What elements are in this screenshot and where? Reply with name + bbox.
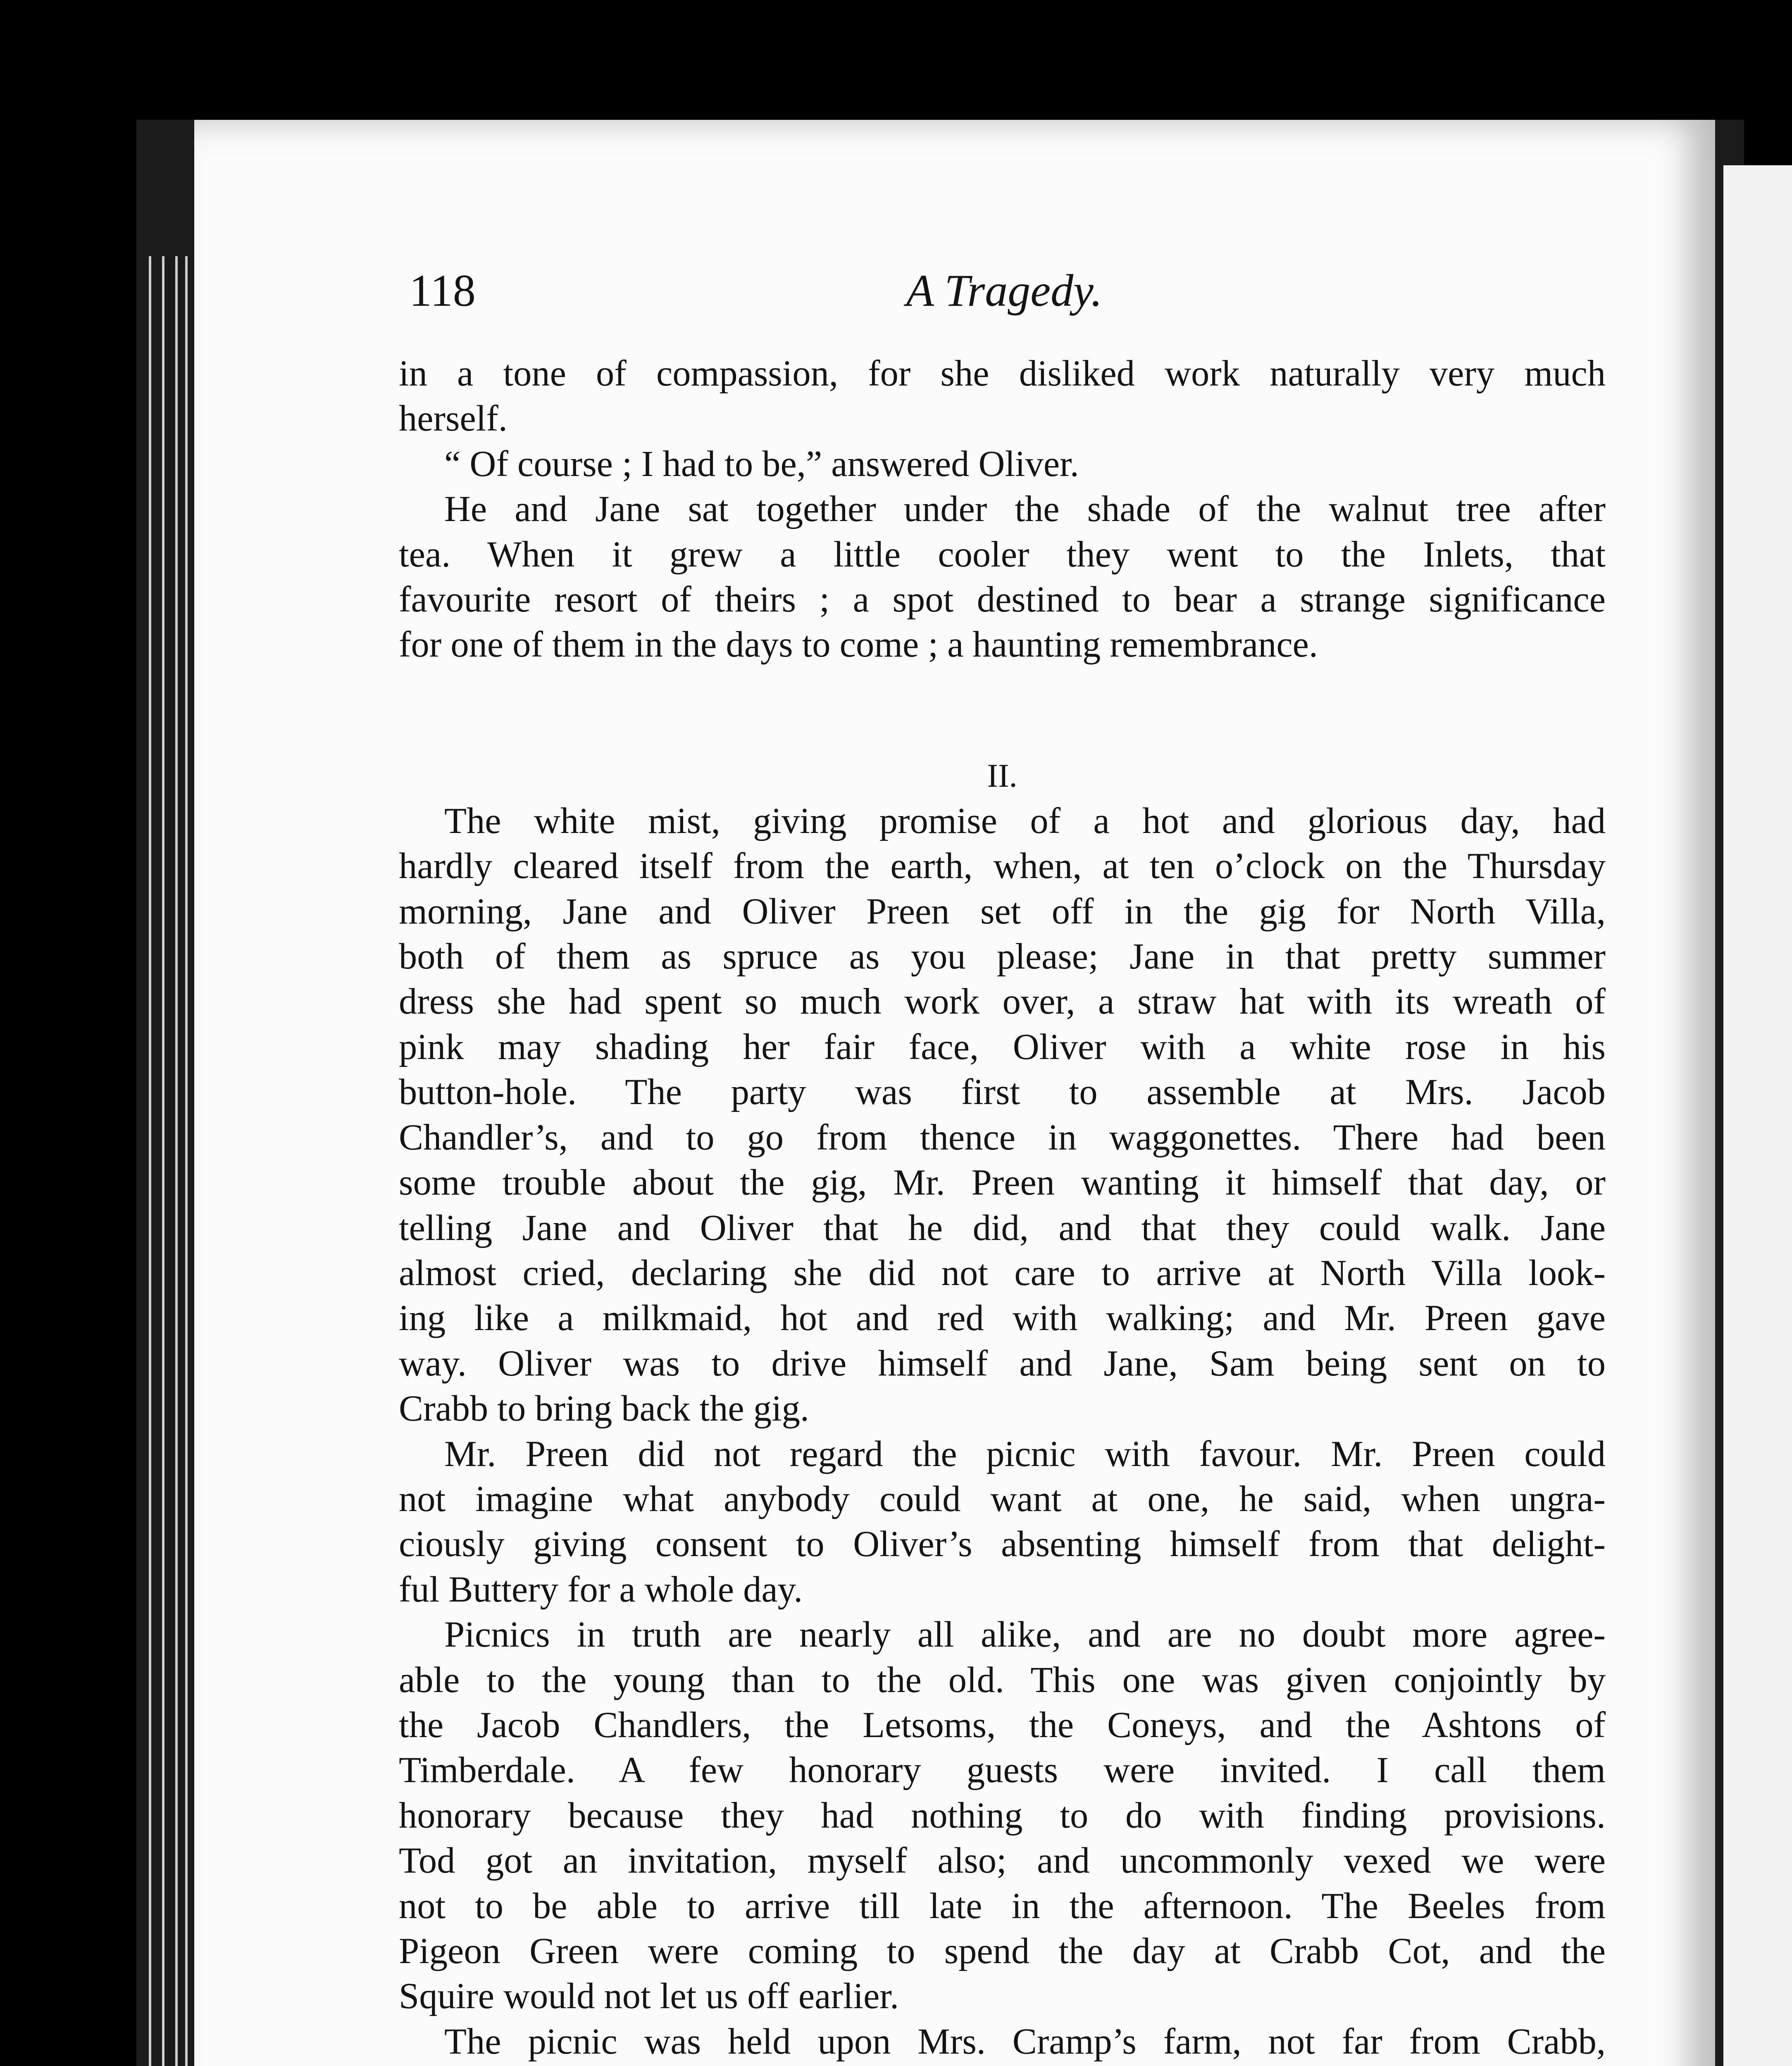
text-line: telling Jane and Oliver that he did, and that they could walk. Jane (399, 1207, 1606, 1248)
text-line: ing like a milkmaid, hot and red with walking; and Mr. Preen gave (399, 1298, 1606, 1339)
text-line: ciously giving consent to Oliver’s absenting himself from that delight- (399, 1524, 1606, 1565)
paragraph (399, 2019, 1606, 2066)
page-number: 118 (409, 265, 476, 316)
page-edge (162, 256, 164, 2066)
text-line: Pigeon Green were coming to spend the day at Crabb Cot, and the (399, 1931, 1606, 1971)
paragraph (399, 351, 1606, 442)
page-edge (175, 256, 178, 2066)
text-line: some trouble about the gig, Mr. Preen wanting it himself that day, or (399, 1162, 1606, 1203)
text-line: both of them as spruce as you please; Jane in that pretty summer (399, 936, 1606, 977)
text-line: the Jacob Chandlers, the Letsoms, the Coneys, and the Ashtons of (399, 1704, 1606, 1745)
paragraph (399, 1612, 1606, 2019)
text-line: button-hole. The party was first to assemble at Mrs. Jacob (399, 1072, 1606, 1113)
text-line: almost cried, declaring she did not care to arrive at North Villa look- (399, 1252, 1606, 1293)
text-line: Squire would not let us off earlier. (399, 1976, 899, 2017)
text-line: The picnic was held upon Mrs. Cramp’s farm, not far from Crabb, (444, 2021, 1606, 2062)
text-line: ful Buttery for a whole day. (399, 1569, 803, 1610)
text-line: favourite resort of theirs ; a spot destined to bear a strange significance (399, 579, 1606, 620)
paragraph (399, 442, 1606, 487)
text-line: Mr. Preen did not regard the picnic with favour. Mr. Preen could (444, 1433, 1606, 1474)
paragraph (399, 487, 1606, 668)
text-line: The white mist, giving promise of a hot and glorious day, had (444, 800, 1606, 841)
paragraph (399, 799, 1606, 1432)
paragraph (399, 1432, 1606, 1613)
text-line: Tod got an invitation, myself also; and uncommonly vexed we were (399, 1840, 1606, 1881)
text-line: way. Oliver was to drive himself and Jane, Sam being sent on to (399, 1343, 1606, 1384)
text-line: Crabb to bring back the gig. (399, 1388, 809, 1429)
paragraphs-after-section (399, 799, 1606, 2066)
text-line (399, 2064, 1606, 2066)
text-line: not to be able to arrive till late in the afternoon. The Beeles from (399, 1885, 1606, 1926)
opposite-page (1723, 165, 1792, 2066)
text-line: not imagine what anybody could want at one, he said, when ungra- (399, 1478, 1606, 1519)
text-line: dress she had spent so much work over, a straw hat with its wreath of (399, 981, 1606, 1022)
page-edge (149, 256, 151, 2066)
text-line: He and Jane sat together under the shade of the walnut tree after (444, 489, 1606, 530)
text-line: hardly cleared itself from the earth, when, at ten o’clock on the Thursday (399, 846, 1606, 887)
text-line: able to the young than to the old. This one was given conjointly by (399, 1659, 1606, 1700)
text-line: pink may shading her fair face, Oliver with a white rose in his (399, 1026, 1606, 1067)
paragraphs-before-section (399, 351, 1606, 668)
section-number: II. (987, 757, 1018, 794)
page-edge (185, 256, 188, 2066)
text-line: for one of them in the days to come ; a haunting remembrance. (399, 624, 1318, 665)
text-line: tea. When it grew a little cooler they went to the Inlets, that (399, 534, 1606, 575)
text-line: Chandler’s, and to go from thence in waggonettes. There had been (399, 1117, 1606, 1158)
text-line: Picnics in truth are nearly all alike, and are no doubt more agree- (444, 1614, 1606, 1655)
text-line: “ Of course ; I had to be,” answered Oliver. (444, 443, 1079, 484)
text-line: Timberdale. A few honorary guests were invited. I call them (399, 1750, 1606, 1791)
page-body (399, 351, 1606, 2066)
text-line: honorary because they had nothing to do with finding provisions. (399, 1795, 1606, 1836)
text-line: herself. (399, 398, 508, 439)
text-line: in a tone of compassion, for she disliked work naturally very much (399, 353, 1606, 394)
running-head: A Tragedy. (906, 265, 1103, 316)
page-header (409, 264, 1599, 347)
text-line: morning, Jane and Oliver Preen set off in the gig for North Villa, (399, 891, 1606, 932)
